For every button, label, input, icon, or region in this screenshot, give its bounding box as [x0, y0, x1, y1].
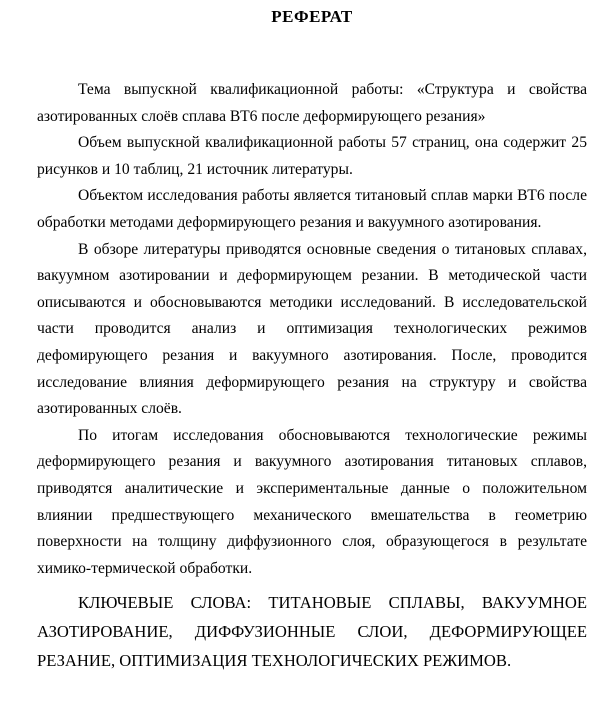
paragraph-topic: Тема выпускной квалификационной работы: «Структура и свойства азотированных слоёв сплава ВТ6 после деформирующего резания»	[37, 81, 587, 125]
paragraph-results: По итогам исследования обосновываются технологические режимы деформирующего резания и вакуумного азотирования титановых сплавов, приводятся аналитические и экспериментальные данные о положительном влиянии предшествующего механического вмешательства в геометрию поверхности на толщину диффузионного слоя, образующегося в результате химико-термической обработки.	[37, 426, 587, 577]
paragraph-review: В обзоре литературы приводятся основные сведения о титановых сплавах, вакуумном азотировании и деформирующем резании. В методической части описываются и обосновываются методики исследований. В исследовательской части проводится анализ и оптимизация технологических режимов дефомирующего резания и вакуумного азотирования. После, проводится исследование влияния деформирующего резания на структуру и свойства азотированных слоёв.	[37, 240, 587, 418]
keywords-paragraph: КЛЮЧЕВЫЕ СЛОВА: ТИТАНОВЫЕ СПЛАВЫ, ВАКУУМНОЕ АЗОТИРОВАНИЕ, ДИФФУЗИОННЫЕ СЛОИ, ДЕФОРМИРУЮЩЕЕ РЕЗАНИЕ, ОПТИМИЗАЦИЯ ТЕХНОЛОГИЧЕСКИХ РЕЖИМОВ.	[37, 593, 587, 671]
document-page	[37, 0, 587, 675]
paragraph-object: Объектом исследования работы является титановый сплав марки ВТ6 после обработки методами деформирующего резания и вакуумного азотирования.	[37, 187, 587, 231]
document-body	[37, 77, 587, 675]
document-title: РЕФЕРАТ	[271, 7, 353, 26]
paragraph-volume: Объем выпускной квалификационной работы 57 страниц, она содержит 25 рисунков и 10 таблиц, 21 источник литературы.	[37, 134, 587, 178]
